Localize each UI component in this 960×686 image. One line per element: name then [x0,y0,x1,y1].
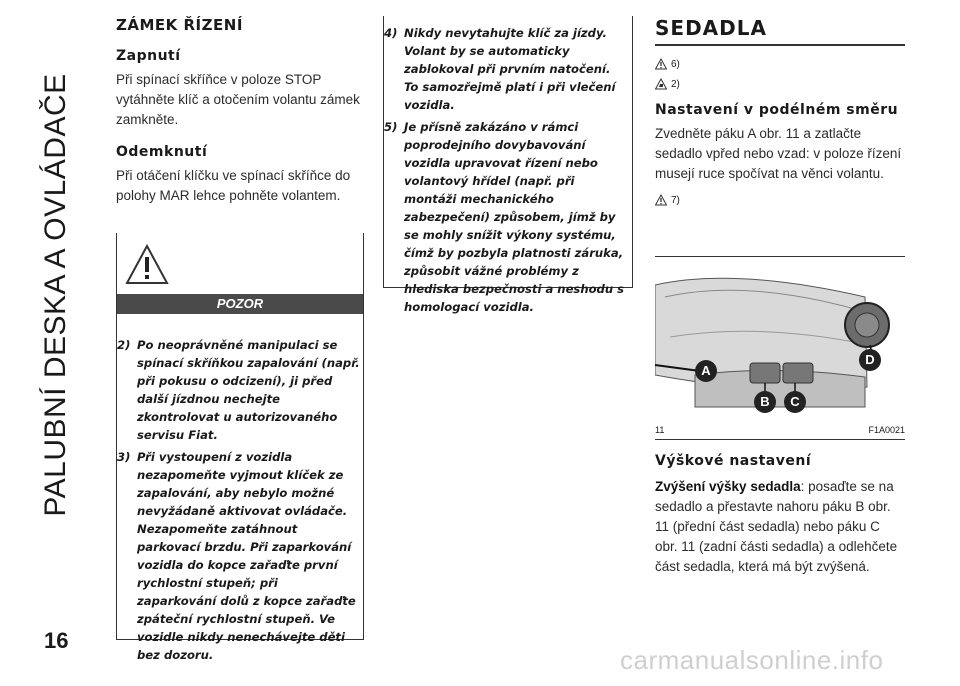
column-seats-height [655,453,905,591]
column-seats [655,16,905,210]
text-longitudinal: Zvedněte páku A obr. 11 a zatlačte sedadlo vpřed nebo vzad: v poloze řízení musejí ruce spočívat na věnci volantu. [655,126,902,181]
seat-illustration [655,257,905,422]
warning-item-number: 3) [117,450,131,464]
warning-item [384,118,630,316]
caution-reference-number: 2) [671,78,680,90]
warning-box-continued [383,16,633,314]
column-steering-lock [116,16,366,220]
side-chapter-title [22,18,82,578]
warning-item-number: 4) [384,26,398,40]
figure-code: F1A0021 [868,425,905,435]
subtitle-activation: Zapnutí [116,48,181,64]
warning-reference [655,190,905,210]
warning-label: POZOR [117,294,363,314]
subtitle-longitudinal: Nastavení v podélném směru [655,102,899,118]
warning-item-text: Je přísně zakázáno v rámci poprodejního dovybavování vozidla upravovat řízení nebo volantový hřídel (např. při montáži mechanického zabezpečení) způsobem, jímž by se mohly snížit výkony systému, čímž by pozbyla platnosti záruka, způsobit vážné problémy z hlediska bezpečnosti a neshodu s homologací vozidla. [404,120,625,314]
warning-list [117,336,363,668]
text-height-bold: Zvýšení výšky sedadla [655,479,801,494]
section-title-seats: SEDADLA [655,16,905,46]
warning-item-text: Při vystoupení z vozidla nezapomeňte vyjmout klíček ze zapalování, aby nebylo možné nevyžádaně aktivovat ovládače. Nezapomeňte zatáhnout parkovací brzdu. Při zaparkování vozidla do kopce zařaďte první rychlostní stupeň; při zaparkování dolů z kopce zařaďte zpáteční rychlostní stupeň. Ve vozidle nikdy nenechávejte děti bez dozoru. [137,450,356,662]
warning-item-text: Po neoprávněné manipulaci se spínací skříňkou zapalování (např. při pokusu o odcizení), ji před další jízdnou nechejte zkontrolovat u autorizovaného servisu Fiat. [137,338,360,442]
subtitle-height: Výškové nastavení [655,453,812,469]
text-height [655,477,905,577]
warning-item-text: Nikdy nevytahujte klíč za jízdy. Volant by se automaticky zablokoval při prvním natočení. To samozřejmě platí i při vlečení vozidla. [404,26,616,112]
warning-reference-number: 7) [671,194,680,206]
warning-triangle-icon [655,194,667,206]
warning-triangle-icon [655,58,667,70]
figure-label-c: C [784,391,806,413]
text-unlocking: Při otáčení klíčku ve spínací skříňce do polohy MAR lehce pohněte volantem. [116,168,351,203]
page-number: 16 [44,628,69,653]
caution-reference [655,74,905,94]
warning-triangle-icon [125,243,169,287]
watermark: carmanualsonline.info [620,645,884,675]
figure-label-a: A [695,360,717,382]
caution-hand-icon [655,78,667,90]
seat-figure [655,256,905,440]
warning-item-number: 2) [117,338,131,352]
figure-caption [655,425,905,435]
warning-item [117,448,363,664]
warning-box [116,233,364,662]
warning-reference-number: 6) [671,58,680,70]
side-chapter-title-text: PALUBNÍ DESKA A OVLÁDAČE [39,73,72,517]
subtitle-unlocking: Odemknutí [116,144,208,160]
warning-item [117,336,363,444]
figure-number: 11 [655,425,665,435]
warning-list-continued [384,24,630,320]
figure-label-d: D [859,349,881,371]
section-title-steering-lock: ZÁMEK ŘÍZENÍ [116,16,243,34]
warning-reference [655,54,905,74]
figure-label-b: B [754,391,776,413]
text-activation: Při spínací skříňce v poloze STOP vytáhněte klíč a otočením volantu zámek zamkněte. [116,72,360,127]
warning-item [384,24,630,114]
text-height-rest: : posaďte se na sedadlo a přestavte nahoru páku B obr. 11 (přední část sedadla) nebo páku C obr. 11 (zadní části sedadla) a odlehčete část sedadla, která má být zvýšená. [655,479,898,574]
warning-item-number: 5) [384,120,398,134]
